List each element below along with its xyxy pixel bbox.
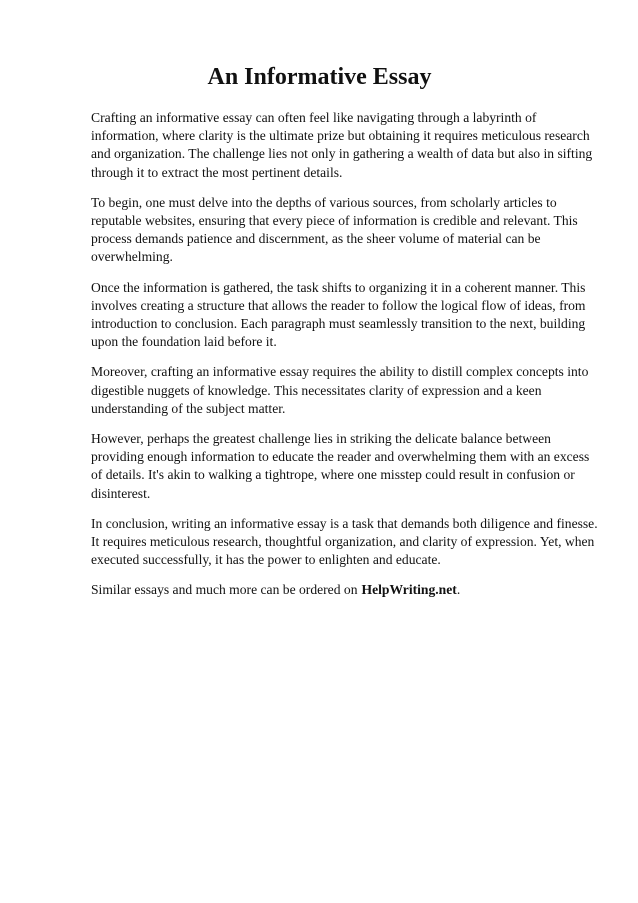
paragraph-3: Once the information is gathered, the task shifts to organizing it in a coherent manner. This involves creating a structure that allows the reader to follow the logical flow of ideas, from introduction to conclusion. Each paragraph must seamlessly transition to the next, building upon the foundation laid before it. — [91, 279, 586, 350]
footer-period: . — [456, 582, 461, 598]
paragraph-1: Crafting an informative essay can often feel like navigating through a labyrinth of information, where clarity is the ultimate prize but obtaining it requires meticulous research and organization. The challenge lies not only in gathering a wealth of data but also in sifting through it to extract the most pertinent details. — [91, 110, 593, 180]
helpwriting-link[interactable]: HelpWriting.net — [361, 582, 457, 598]
footer-text: Similar essays and much more can be ordered on — [91, 582, 358, 598]
footer-line — [91, 581, 601, 599]
paragraph-2: To begin, one must delve into the depths of various sources, from scholarly articles to reputable websites, ensuring that every piece of information is credible and relevant. This process demands patience and discernment, as the sheer volume of material can be overwhelming. — [91, 194, 578, 265]
paragraph-6: In conclusion, writing an informative essay is a task that demands both diligence and finesse. It requires meticulous research, thoughtful organization, and clarity of expression. Yet, when executed successfully, it has the power to enlighten and educate. — [91, 515, 598, 568]
paragraph-4: Moreover, crafting an informative essay requires the ability to distill complex concepts into digestible nuggets of knowledge. This necessitates clarity of expression and a keen understanding of the subject matter. — [91, 364, 589, 416]
page-title: An Informative Essay — [207, 64, 432, 90]
paragraph-5: However, perhaps the greatest challenge lies in striking the delicate balance between providing enough information to educate the reader and overwhelming them with an excess of details. It's akin to walking a tightrope, where one misstep could result in confusion or disinterest. — [91, 431, 590, 501]
